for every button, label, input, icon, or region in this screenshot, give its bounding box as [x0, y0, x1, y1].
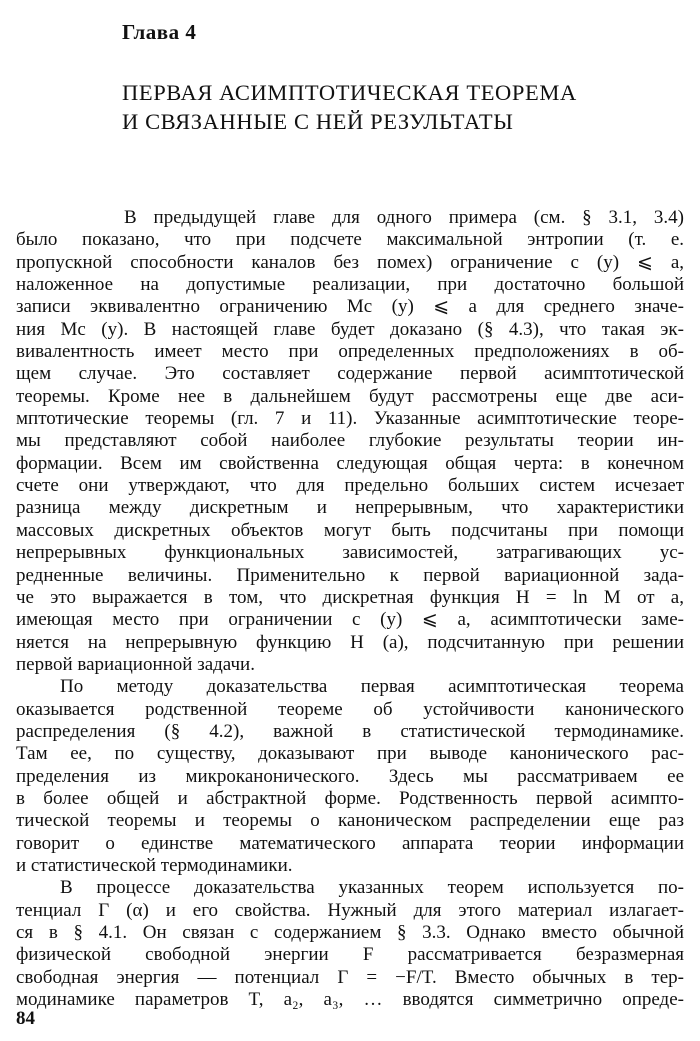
paragraph-3: [16, 877, 684, 1011]
text-line: В предыдущей главе для одного примера (см. § 3.1, 3.4): [124, 207, 684, 228]
chapter-title: [122, 78, 682, 136]
text-line: оказывается родственной теореме об устойчивости канонического: [16, 698, 684, 720]
text-line: По методу доказательства первая асимптотическая теорема: [60, 676, 684, 698]
text-line: распределения (§ 4.2), важной в статистической термодинамике.: [16, 720, 684, 742]
text-line: тенциал Γ (α) и его свойства. Нужный для этого материал излагает-: [16, 899, 684, 921]
text-line: Там ее, по существу, доказывают при выводе канонического рас-: [16, 743, 684, 765]
body-text: [16, 207, 684, 1011]
text-line: наложенное на допустимые реализации, при достаточно большой: [16, 274, 684, 296]
chapter-title-line: И СВЯЗАННЫЕ С НЕЙ РЕЗУЛЬТАТЫ: [122, 109, 514, 134]
text-line: первой вариационной задачи.: [16, 653, 255, 675]
text-line: вивалентность имеет место при определенных предположениях в об-: [16, 341, 684, 363]
text-line: мптотические теоремы (гл. 7 и 11). Указанные асимптотические теоре-: [16, 408, 684, 430]
text-line: счете они утверждают, что для предельно больших систем исчезает: [16, 475, 684, 497]
text-line: В процессе доказательства указанных теорем используется по-: [60, 877, 684, 899]
text-line: говорит о единстве математического аппарата теории информации: [16, 832, 684, 854]
text-line: редненные величины. Применительно к первой вариационной зада-: [16, 564, 684, 586]
paragraph-1: [16, 207, 684, 676]
text-line: в более общей и абстрактной форме. Родственность первой асимпто-: [16, 787, 684, 809]
text-line: тической теоремы и теоремы о каноническом распределении еще раз: [16, 810, 684, 832]
text-line: имеющая место при ограничении c (y) ⩽ a, асимптотически заме-: [16, 609, 684, 631]
text-line: формации. Всем им свойственна следующая общая черта: в конечном: [16, 452, 684, 474]
text-line: модинамике параметров T, a₂, a₃, … вводятся симметрично опреде-: [16, 989, 684, 1011]
text-line: разница между дискретным и непрерывным, что характеристики: [16, 497, 684, 519]
paragraph-2: [16, 676, 684, 877]
text-line: щем случае. Это составляет содержание первой асимптотической: [16, 363, 684, 385]
text-line: массовых дискретных объектов могут быть подсчитаны при помощи: [16, 519, 684, 541]
text-line: записи эквивалентно ограничению Mc (y) ⩽ a для среднего значе-: [16, 296, 684, 318]
chapter-label: Глава 4: [122, 20, 197, 44]
text-line: было показано, что при подсчете максимальной энтропии (т. е.: [16, 229, 684, 251]
text-line: непрерывных функциональных зависимостей, затрагивающих ус-: [16, 542, 684, 564]
page-number: 84: [16, 1008, 35, 1029]
text-line: теоремы. Кроме нее в дальнейшем будут рассмотрены еще две аси-: [16, 385, 684, 407]
text-line: ния Mc (y). В настоящей главе будет доказано (§ 4.3), что такая эк-: [16, 318, 684, 340]
chapter-title-line: ПЕРВАЯ АСИМПТОТИЧЕСКАЯ ТЕОРЕМА: [122, 80, 577, 105]
text-line: ся в § 4.1. Он связан с содержанием § 3.3. Однако вместо обычной: [16, 922, 684, 943]
text-line: мы представляют собой наиболее глубокие результаты теории ин-: [16, 430, 684, 452]
text-line: и статистической термодинамики.: [16, 854, 293, 876]
text-line: няется на непрерывную функцию H (a), подсчитанную при решении: [16, 631, 684, 653]
text-line: пределения из микроканонического. Здесь мы рассматриваем ее: [16, 765, 684, 787]
text-line: пропускной способности каналов без помех) ограничение c (y) ⩽ a,: [16, 251, 684, 273]
text-line: физической свободной энергии F рассматривается безразмерная: [16, 944, 684, 966]
text-line: свободная энергия — потенциал Γ = −F/T. Вместо обычных в тер-: [16, 966, 684, 988]
text-line: че это выражается в том, что дискретная функция H = ln M от a,: [16, 586, 684, 608]
